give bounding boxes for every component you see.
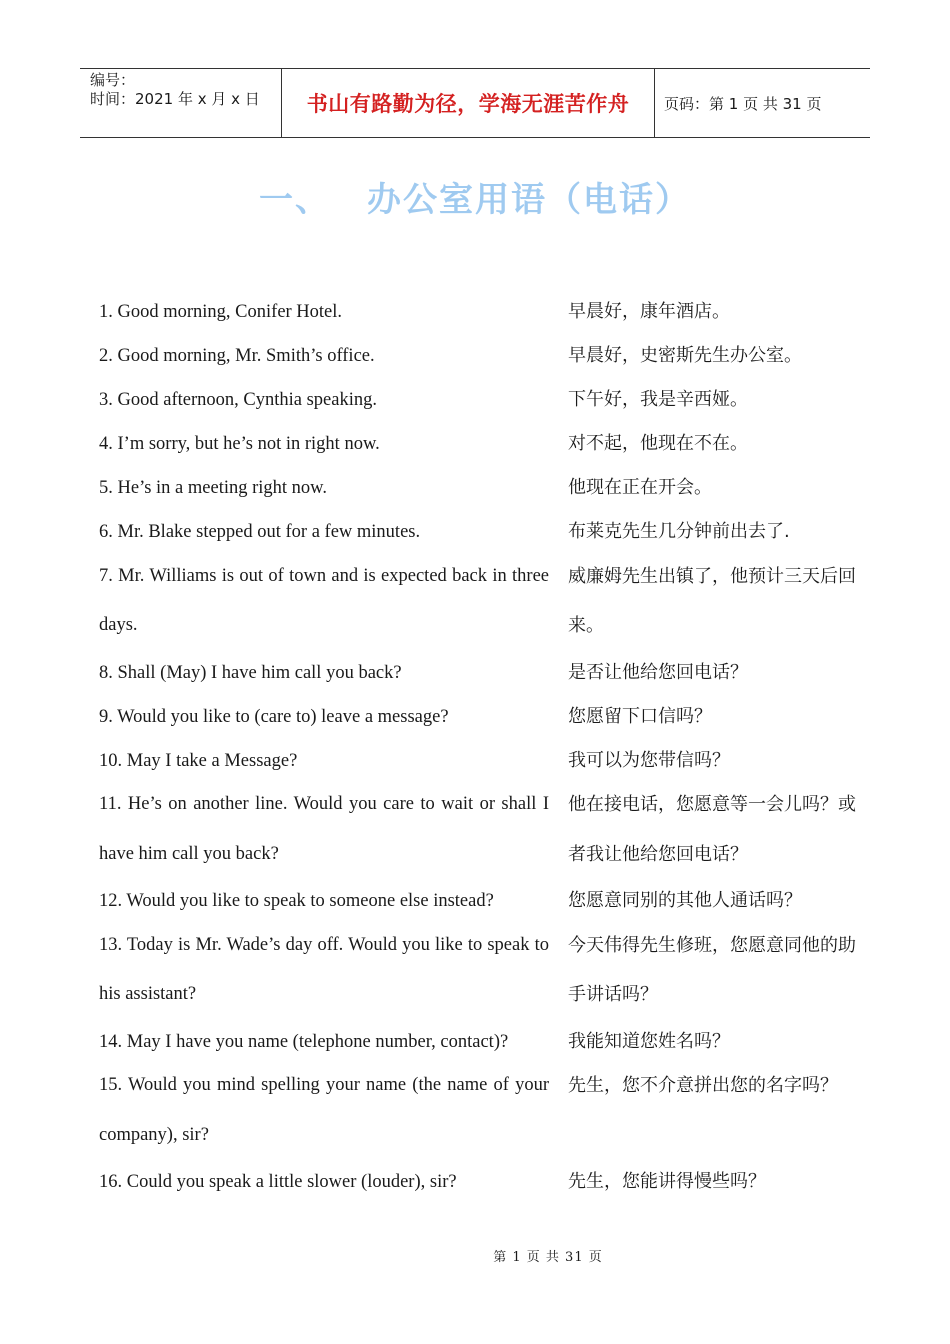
chinese-translation: 早晨好，史密斯先生办公室。 bbox=[568, 345, 802, 366]
page-info: 页码：第 1 页 共 31 页 bbox=[664, 94, 822, 113]
chinese-translation: 对不起，他现在不在。 bbox=[568, 433, 748, 454]
phrase-row bbox=[99, 1020, 870, 1064]
motto-text: 书山有路勤为径，学海无涯苦作舟 bbox=[306, 91, 630, 116]
chinese-translation: 今天伟得先生修班，您愿意同他的助手讲话吗？ bbox=[568, 934, 856, 1005]
phrase-row bbox=[99, 1064, 870, 1161]
phrase-row bbox=[99, 739, 870, 783]
english-phrase: 10. May I take a Message? bbox=[99, 750, 298, 771]
section-number: 一、 bbox=[259, 180, 331, 220]
chinese-translation: 早晨好，康年酒店。 bbox=[568, 301, 730, 322]
chinese-translation: 他在接电话，您愿意等一会儿吗？或者我让他给您回电话？ bbox=[568, 794, 856, 865]
phrase-row bbox=[99, 923, 870, 1020]
english-phrase: 8. Shall (May) I have him call you back? bbox=[99, 662, 402, 683]
page-footer: 第 1 页 共 31 页 bbox=[493, 1250, 603, 1265]
chinese-translation: 威廉姆先生出镇了，他预计三天后回来。 bbox=[568, 565, 856, 636]
phrase-row bbox=[99, 554, 870, 651]
phrase-row bbox=[99, 290, 870, 334]
english-phrase: 14. May I have you name (telephone number, contact)? bbox=[99, 1031, 509, 1052]
page-title bbox=[0, 172, 950, 221]
header-page-cell bbox=[655, 69, 870, 137]
chinese-translation: 您愿留下口信吗？ bbox=[568, 705, 712, 727]
chinese-translation: 您愿意同别的其他人通话吗？ bbox=[568, 890, 802, 911]
english-phrase: 7. Mr. Williams is out of town and is expected back in three days. bbox=[99, 565, 549, 635]
serial-number-label: 编号： bbox=[90, 71, 136, 89]
english-phrase: 3. Good afternoon, Cynthia speaking. bbox=[99, 390, 377, 410]
date-label: 时间：2021 年 x 月 x 日 bbox=[90, 90, 260, 108]
english-phrase: 16. Could you speak a little slower (louder), sir? bbox=[99, 1172, 457, 1192]
header-meta-cell bbox=[80, 69, 282, 137]
chinese-translation: 先生，您不介意拼出您的名字吗？ bbox=[568, 1075, 838, 1096]
chinese-translation: 我能知道您姓名吗？ bbox=[568, 1030, 730, 1052]
phrase-row bbox=[99, 695, 870, 739]
english-phrase: 9. Would you like to (care to) leave a message? bbox=[99, 706, 449, 727]
phrase-row bbox=[99, 334, 870, 378]
chinese-translation: 布莱克先生几分钟前出去了. bbox=[568, 521, 790, 542]
phrase-list bbox=[99, 290, 870, 1204]
english-phrase: 1. Good morning, Conifer Hotel. bbox=[99, 302, 343, 322]
document-header bbox=[80, 68, 870, 138]
chinese-translation: 他现在正在开会。 bbox=[568, 477, 712, 498]
header-motto-cell bbox=[282, 69, 655, 137]
chinese-translation: 先生，您能讲得慢些吗？ bbox=[568, 1171, 766, 1192]
phrase-row bbox=[99, 651, 870, 695]
english-phrase: 6. Mr. Blake stepped out for a few minutes. bbox=[99, 522, 421, 542]
english-phrase: 4. I’m sorry, but he’s not in right now. bbox=[99, 434, 380, 454]
section-title: 办公室用语（电话） bbox=[367, 180, 691, 220]
phrase-row bbox=[99, 378, 870, 422]
phrase-row bbox=[99, 510, 870, 554]
english-phrase: 13. Today is Mr. Wade’s day off. Would you like to speak to his assistant? bbox=[99, 934, 549, 1004]
phrase-row bbox=[99, 466, 870, 510]
english-phrase: 11. He’s on another line. Would you care to wait or shall I have him call you back? bbox=[99, 794, 549, 864]
phrase-row bbox=[99, 1160, 870, 1204]
phrase-row bbox=[99, 879, 870, 923]
chinese-translation: 是否让他给您回电话？ bbox=[568, 661, 748, 683]
english-phrase: 5. He’s in a meeting right now. bbox=[99, 478, 327, 498]
phrase-row bbox=[99, 422, 870, 466]
english-phrase: 12. Would you like to speak to someone else instead? bbox=[99, 891, 494, 911]
chinese-translation: 我可以为您带信吗？ bbox=[568, 749, 730, 771]
phrase-row bbox=[99, 783, 870, 880]
chinese-translation: 下午好，我是辛西娅。 bbox=[568, 389, 748, 410]
english-phrase: 15. Would you mind spelling your name (the name of your company), sir? bbox=[99, 1075, 549, 1145]
english-phrase: 2. Good morning, Mr. Smith’s office. bbox=[99, 346, 375, 366]
